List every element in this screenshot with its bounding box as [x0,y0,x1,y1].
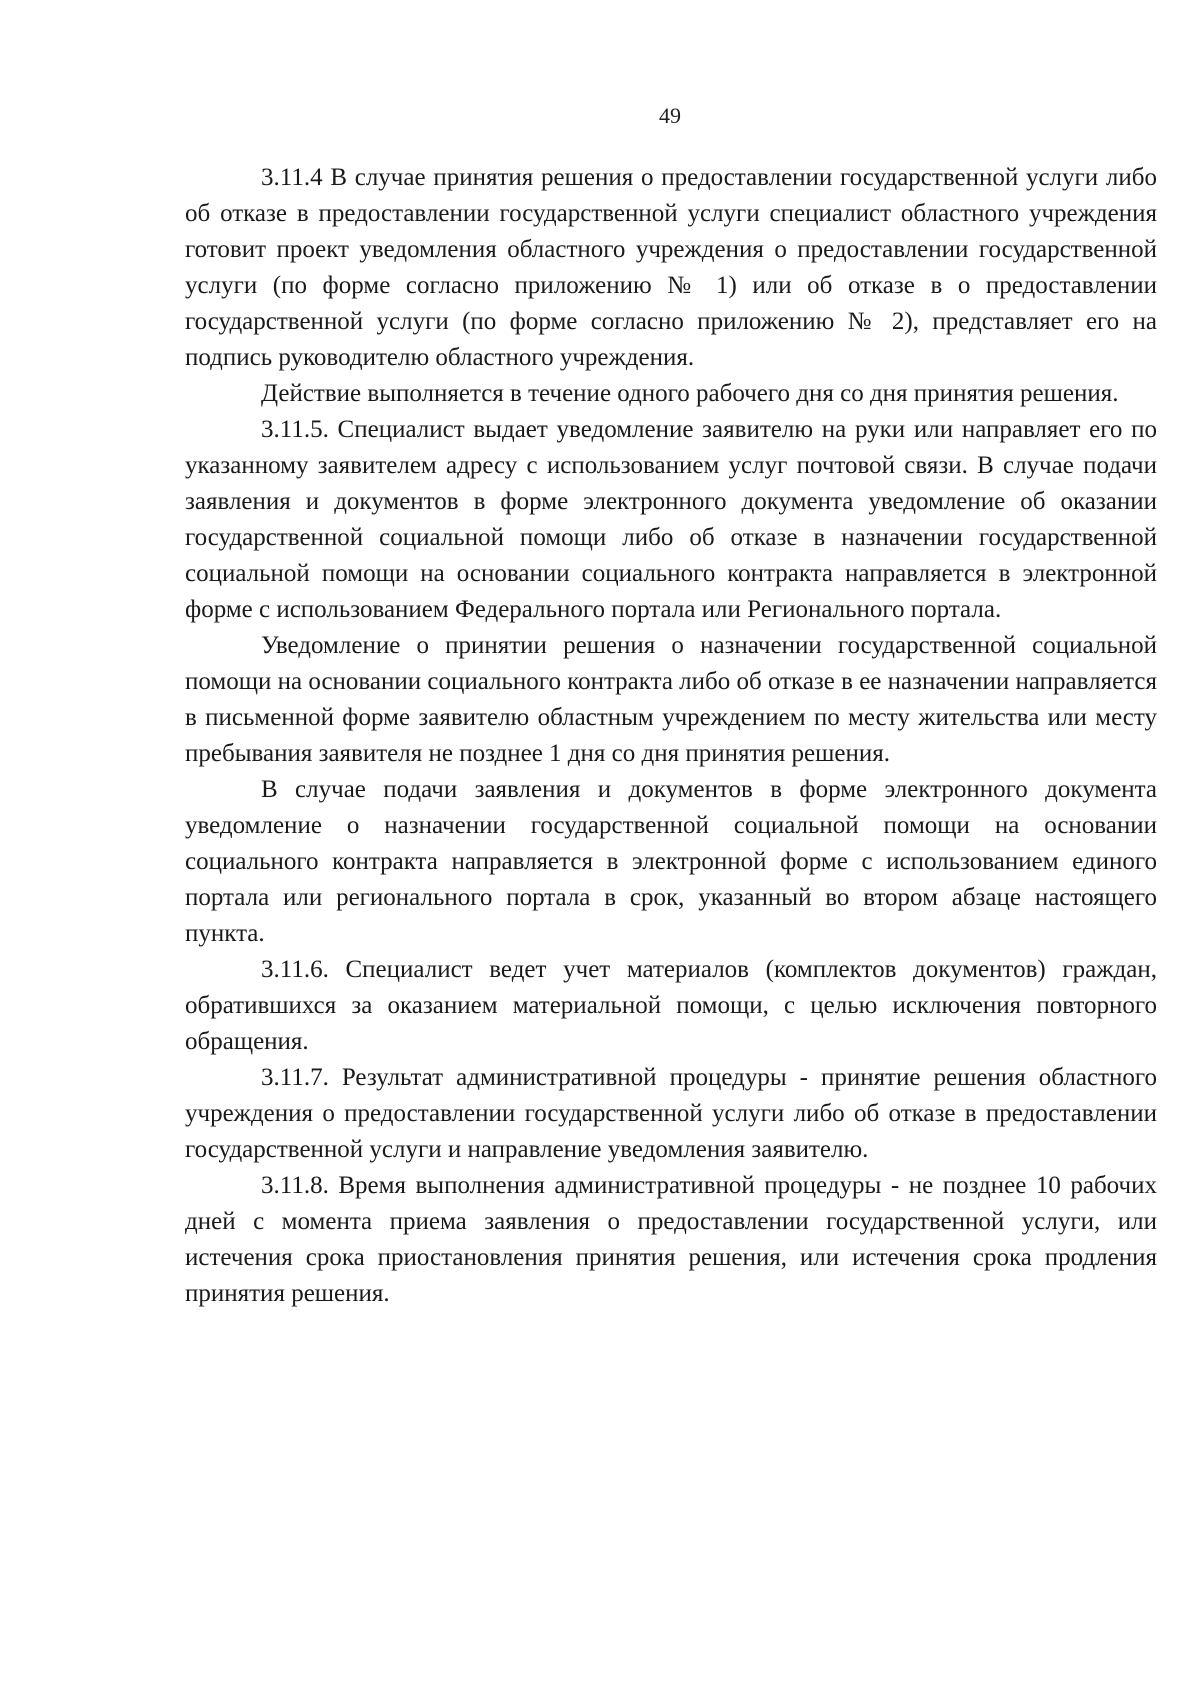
page-number: 49 [659,103,681,128]
document-body [185,160,1157,1312]
paragraph-3-11-7: 3.11.7. Результат административной процедуры - принятие решения областного учреждения о предоставлении государственной услуги либо об отказе в предоставлении государственной услуги и направление уведомления заявителю. [185,1064,1157,1163]
paragraph-notification-electronic: В случае подачи заявления и документов в форме электронного документа уведомление о назначении государственной социальной помощи на основании социального контракта направляется в электронной форме с использованием единого портала или регионального портала в срок, указанный во втором абзаце настоящего пункта. [185,776,1157,947]
paragraph-3-11-8: 3.11.8. Время выполнения административной процедуры - не позднее 10 рабочих дней с момента приема заявления о предоставлении государственной услуги, или истечения срока приостановления принятия решения, или истечения срока продления принятия решения. [185,1172,1157,1307]
paragraph-3-11-6: 3.11.6. Специалист ведет учет материалов (комплектов документов) граждан, обратившихся за оказанием материальной помощи, с целью исключения повторного обращения. [185,956,1157,1055]
paragraph-action-duration: Действие выполняется в течение одного рабочего дня со дня принятия решения. [261,380,1119,407]
paragraph-3-11-5: 3.11.5. Специалист выдает уведомление заявителю на руки или направляет его по указанному заявителем адресу с использованием услуг почтовой связи. В случае подачи заявления и документов в форме электронного документа уведомление об оказании государственной социальной помощи либо об отказе в назначении государственной социальной помощи на основании социального контракта направляется в электронной форме с использованием Федерального портала или Регионального портала. [185,416,1157,623]
paragraph-3-11-4: 3.11.4 В случае принятия решения о предоставлении государственной услуги либо об отказе в предоставлении государственной услуги специалист областного учреждения готовит проект уведомления областного учреждения о предоставлении государственной услуги (по форме согласно приложению № 1) или об отказе в о предоставлении государственной услуги (по форме согласно приложению № 2), представляет его на подпись руководителю областного учреждения. [185,164,1157,371]
paragraph-notification-written: Уведомление о принятии решения о назначении государственной социальной помощи на основании социального контракта либо об отказе в ее назначении направляется в письменной форме заявителю областным учреждением по месту жительства или месту пребывания заявителя не позднее 1 дня со дня принятия решения. [185,632,1158,767]
